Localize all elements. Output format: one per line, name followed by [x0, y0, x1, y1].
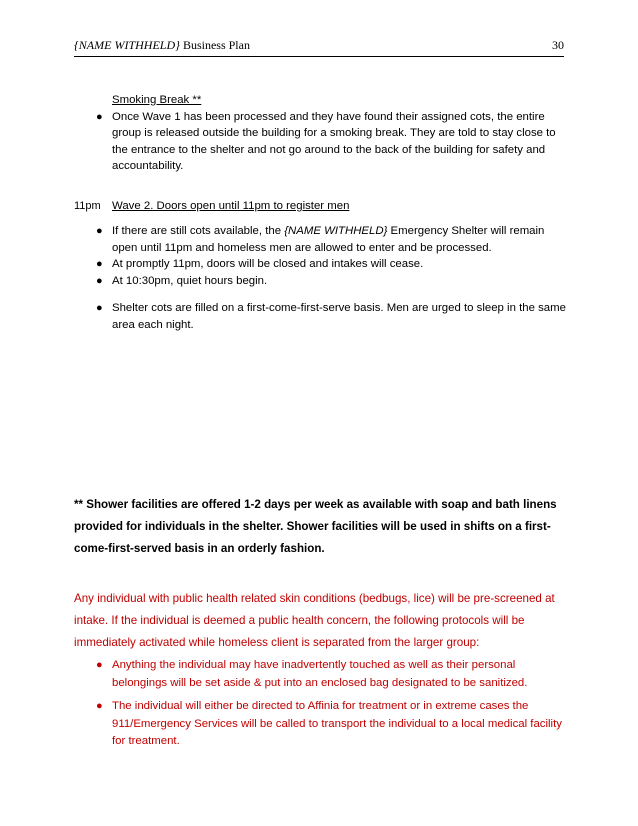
- wave2-bullets: [74, 223, 566, 289]
- wave2-bullet-text: At promptly 11pm, doors will be closed and intakes will cease.: [112, 258, 424, 270]
- list-item: [74, 223, 566, 256]
- bullet-text-pre: If there are still cots available, the: [112, 225, 285, 237]
- bullet-icon: ●: [96, 225, 103, 237]
- wave2-time: 11pm: [74, 200, 101, 212]
- smoking-section: [74, 92, 566, 175]
- health-bullet-text: The individual will either be directed to Affinia for treatment or in extreme cases the 911/Emergency Services will be called to transport the individual to a local medical facility for treatment.: [112, 700, 562, 747]
- smoking-heading: Smoking Break **: [112, 94, 202, 106]
- list-item: [74, 300, 566, 333]
- page-number: 30: [552, 38, 564, 52]
- header-name-withheld: {NAME WITHHELD}: [74, 38, 180, 52]
- wave2-bullet-text: [112, 225, 544, 254]
- health-bullet-text: Anything the individual may have inadvertently touched as well as their personal belongings will be set aside & put into an enclosed bag designated to be sanitized.: [112, 659, 528, 689]
- list-item: [74, 698, 566, 751]
- wave2-heading: Wave 2. Doors open until 11pm to register men: [112, 200, 350, 212]
- list-item: [74, 256, 566, 273]
- bullet-icon: ●: [96, 258, 103, 270]
- bullet-icon: ●: [96, 110, 103, 123]
- list-item: [74, 657, 566, 692]
- header-divider: [74, 56, 564, 57]
- bullet-icon: ●: [96, 302, 103, 314]
- page-header: [74, 38, 564, 53]
- wave2-extra: [74, 300, 566, 333]
- wave2-section: [74, 198, 566, 215]
- bullet-text-em: {NAME WITHHELD}: [284, 225, 388, 237]
- list-item: [74, 273, 566, 290]
- health-bullets: [74, 657, 566, 751]
- bullet-icon: ●: [96, 274, 103, 287]
- header-title: [74, 38, 250, 52]
- bullet-icon: ●: [96, 659, 103, 671]
- wave2-bullet-text: At 10:30pm, quiet hours begin.: [112, 274, 268, 287]
- list-item: [74, 109, 566, 175]
- wave2-extra-text: Shelter cots are filled on a first-come-first-serve basis. Men are urged to sleep in the same area each night.: [112, 302, 566, 331]
- header-title-suffix: Business Plan: [179, 38, 250, 52]
- bullet-text-post: Emergency Shelter will remain open until 11pm and homeless men are allowed to enter and be processed.: [112, 225, 545, 254]
- shower-note: ** Shower facilities are offered 1-2 days per week as available with soap and bath linens provided for individuals in the shelter. Shower facilities will be used in shifts on a first-come-first-served basis in an orderly fashion.: [74, 498, 557, 555]
- health-intro: Any individual with public health related skin conditions (bedbugs, lice) will be pre-screened at intake. If the individual is deemed a public health concern, the following protocols will be immediately activated while homeless client is separated from the larger group:: [74, 592, 555, 649]
- bullet-icon: ●: [96, 700, 103, 712]
- smoking-bullet-text: Once Wave 1 has been processed and they have found their assigned cots, the entire group is released outside the building for a smoking break. They are told to stay close to the entrance to the shelter and not go around to the back of the building for safety and accountability.: [112, 110, 556, 172]
